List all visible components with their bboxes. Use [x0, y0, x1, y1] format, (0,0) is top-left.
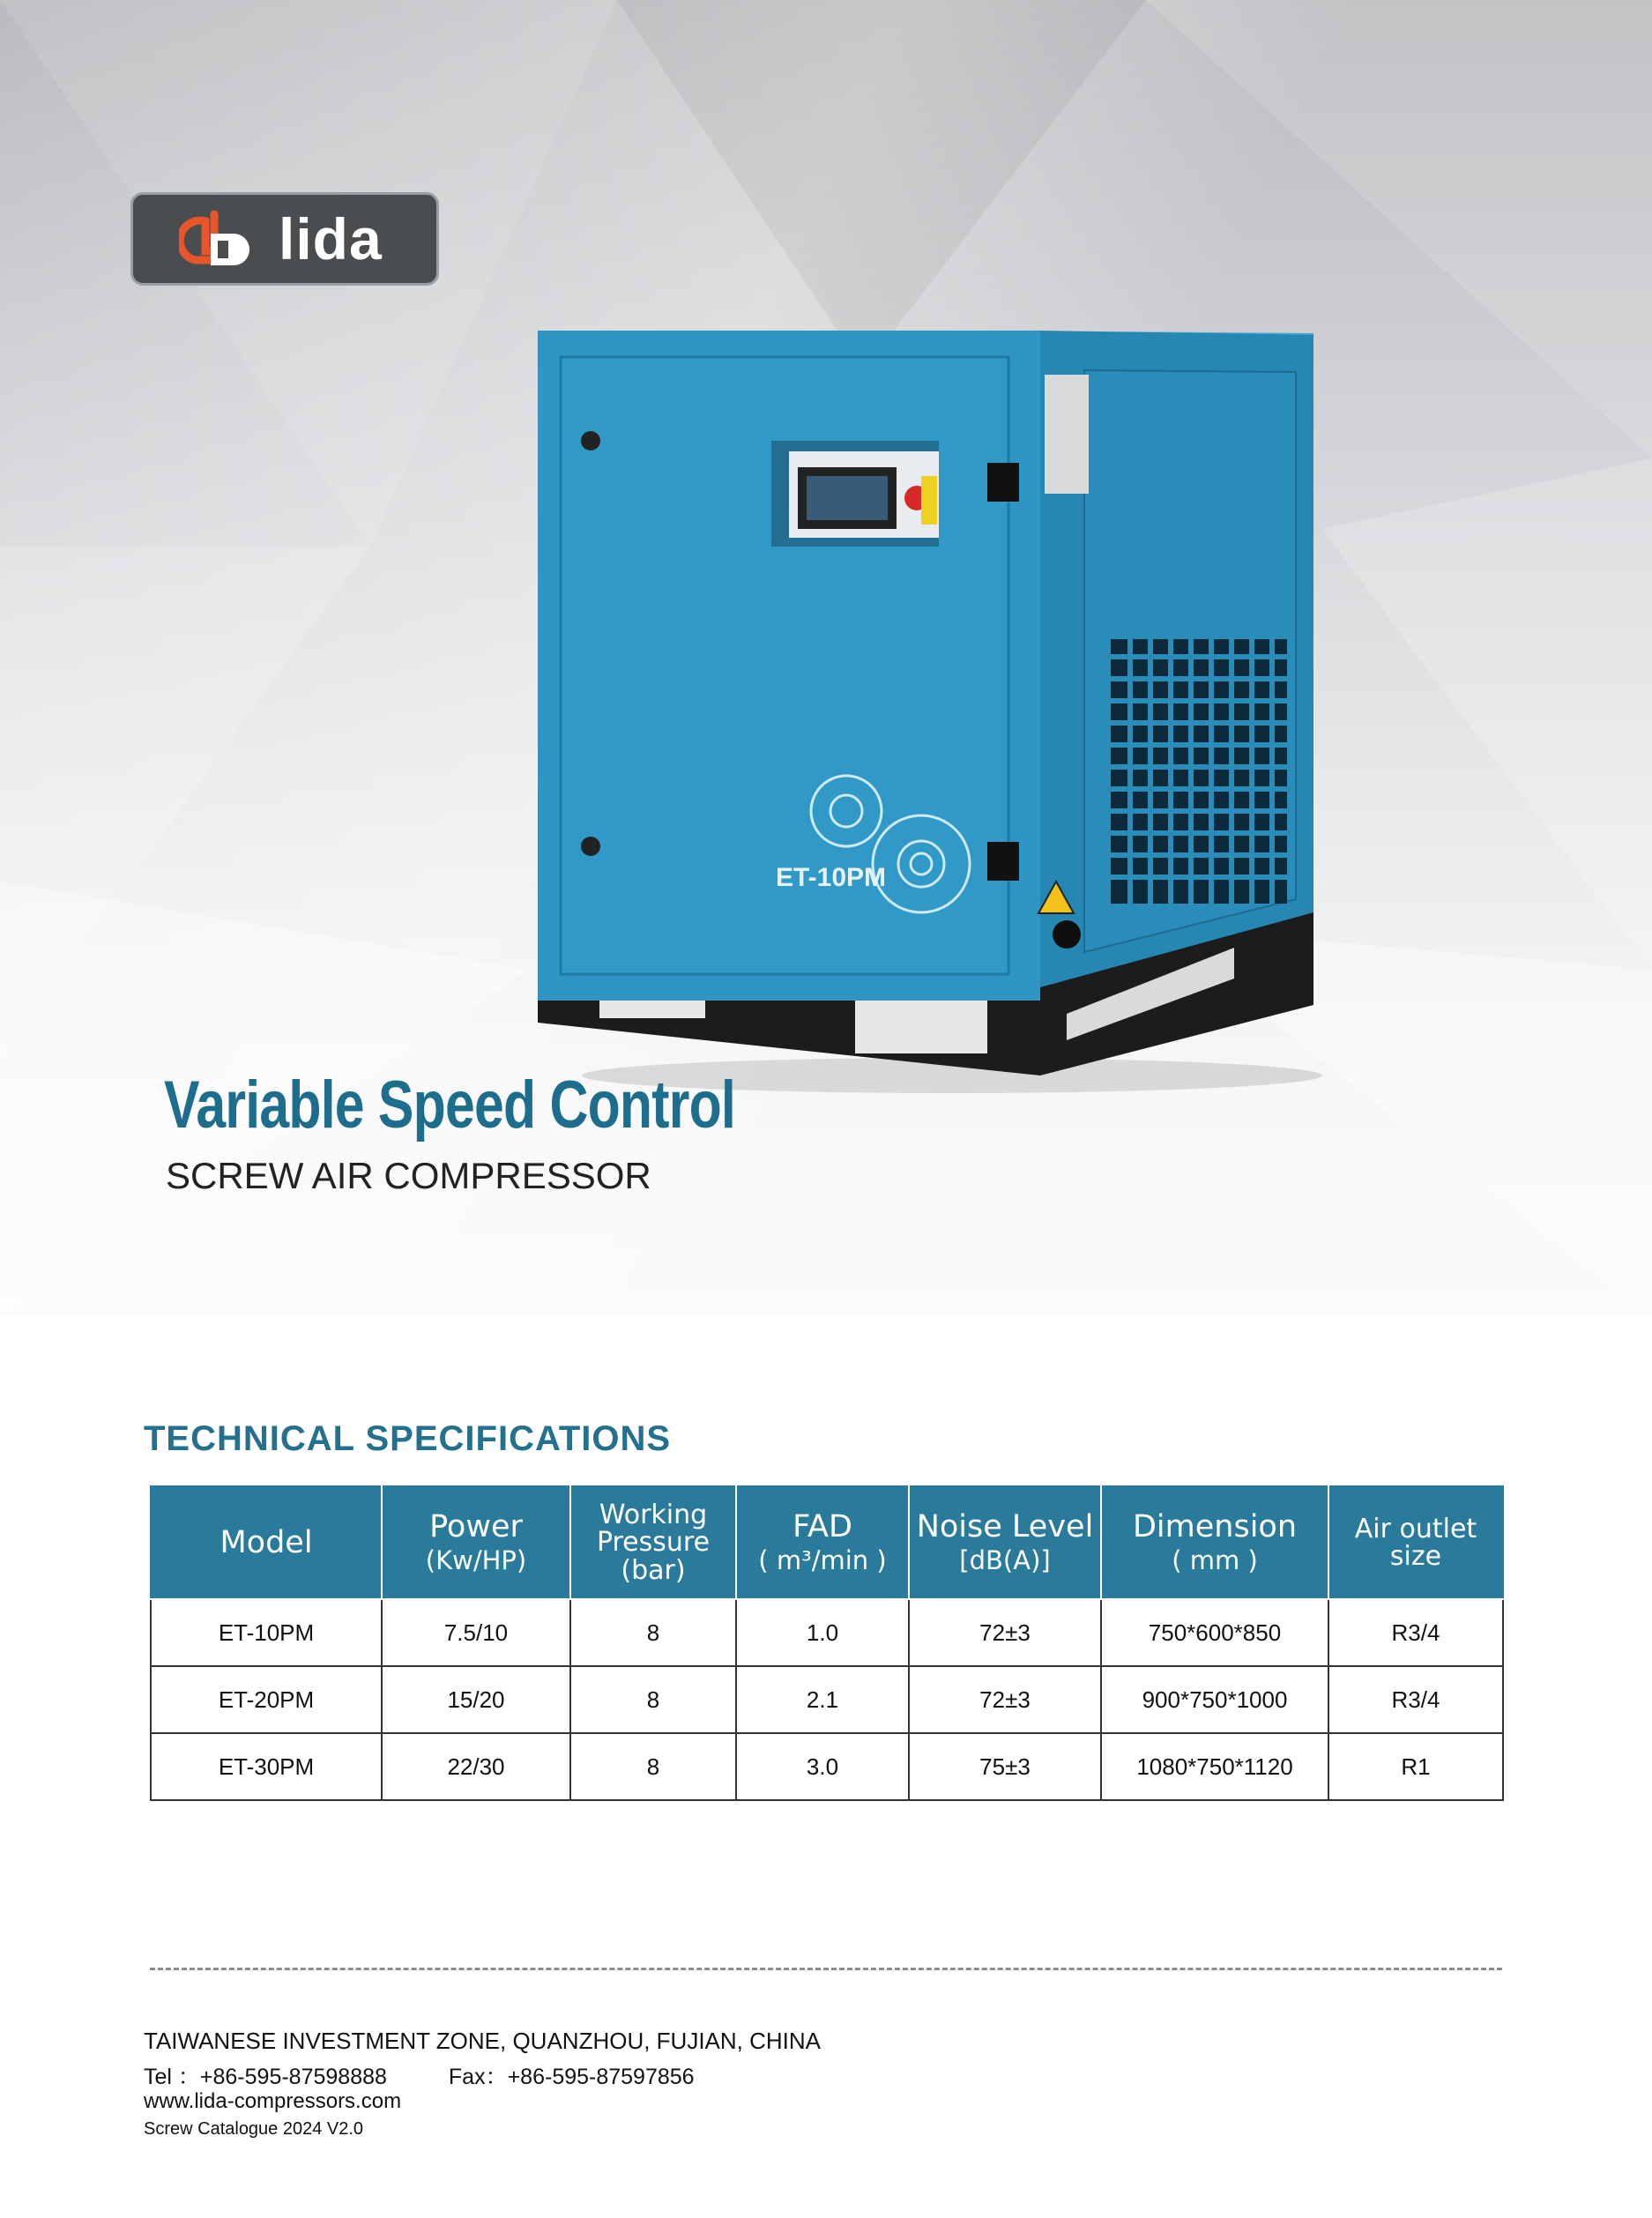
product-title: Variable Speed Control: [164, 1068, 735, 1142]
brand-logo: [130, 192, 439, 286]
cell-power: 7.5/10: [382, 1599, 570, 1666]
brand-name: lida: [279, 206, 383, 272]
spec-table: [150, 1485, 1504, 1801]
model-label: ET-10PM: [776, 863, 887, 892]
footer-address: TAIWANESE INVESTMENT ZONE, QUANZHOU, FUJIAN, CHINA: [144, 2028, 822, 2054]
table-row: [151, 1733, 1503, 1800]
footer-catalogue: Screw Catalogue 2024 V2.0: [144, 2119, 364, 2139]
col-header-model: Model: [151, 1486, 382, 1599]
cell-model: ET-20PM: [151, 1666, 382, 1733]
cell-dimension: 750*600*850: [1101, 1599, 1328, 1666]
spec-heading: TECHNICAL SPECIFICATIONS: [144, 1419, 672, 1458]
col-header-noise: Noise Level [dB(A)]: [909, 1486, 1101, 1599]
cell-power: 15/20: [382, 1666, 570, 1733]
cell-pressure: 8: [570, 1733, 736, 1800]
footer-fax: Fax：+86-595-87597856: [448, 2065, 695, 2089]
spec-header-row: [151, 1486, 1503, 1599]
col-header-power: Power (Kw/HP): [382, 1486, 570, 1599]
lida-mark-icon: [179, 205, 276, 276]
compressor-image: [529, 317, 1322, 1093]
cell-power: 22/30: [382, 1733, 570, 1800]
cell-fad: 3.0: [736, 1733, 909, 1800]
table-row: [151, 1666, 1503, 1733]
col-header-dimension: Dimension ( mm ): [1101, 1486, 1328, 1599]
cell-outlet: R3/4: [1328, 1666, 1503, 1733]
cell-outlet: R1: [1328, 1733, 1503, 1800]
cell-fad: 1.0: [736, 1599, 909, 1666]
cell-fad: 2.1: [736, 1666, 909, 1733]
cell-noise: 72±3: [909, 1599, 1101, 1666]
col-header-outlet: Air outlet size: [1328, 1486, 1503, 1599]
cell-model: ET-30PM: [151, 1733, 382, 1800]
footer-tel: Tel ：+86-595-87598888: [144, 2065, 387, 2089]
cell-pressure: 8: [570, 1599, 736, 1666]
col-header-fad: FAD ( m³/min ): [736, 1486, 909, 1599]
table-row: [151, 1599, 1503, 1666]
cell-outlet: R3/4: [1328, 1599, 1503, 1666]
cell-dimension: 1080*750*1120: [1101, 1733, 1328, 1800]
cell-model: ET-10PM: [151, 1599, 382, 1666]
cell-dimension: 900*750*1000: [1101, 1666, 1328, 1733]
cell-pressure: 8: [570, 1666, 736, 1733]
footer-website[interactable]: www.lida-compressors.com: [144, 2089, 402, 2113]
col-header-pressure: Working Pressure (bar): [570, 1486, 736, 1599]
product-subtitle: SCREW AIR COMPRESSOR: [166, 1155, 651, 1196]
footer-contact: [144, 2059, 695, 2091]
cell-noise: 75±3: [909, 1733, 1101, 1800]
dashed-divider: [150, 1968, 1502, 1970]
cell-noise: 72±3: [909, 1666, 1101, 1733]
